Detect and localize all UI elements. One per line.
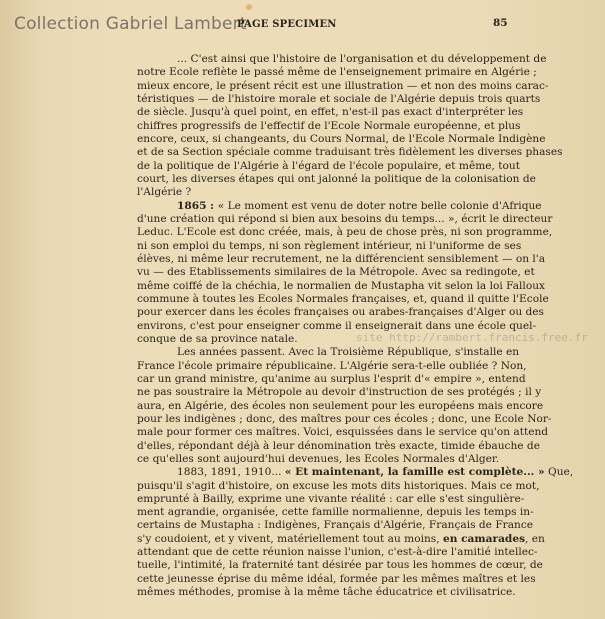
text-line (137, 226, 553, 239)
text-segment: conque de sa province natale. (137, 332, 298, 345)
text-segment: puisqu'il s'agit d'histoire, on excuse les mots dits historiques. Mais ce mot, (137, 479, 540, 492)
text-line (137, 572, 536, 586)
text-segment: encore, ceux, si changeants, du Cours Normal, de l'Ecole Normale Indigène (137, 132, 546, 145)
paragraph (137, 53, 563, 200)
text-segment: d'une création qui répond si bien aux besoins du temps... », écrit le directeur (137, 212, 553, 225)
text-segment: France l'école primaire républicaine. L'Algérie sera-t-elle oubliée ? Non, (137, 359, 527, 372)
text-line (137, 453, 507, 466)
text-line (137, 292, 549, 306)
text-segment: ce qu'elles sont aujourd'hui devenues, les Ecoles Normales d'Alger. (137, 452, 500, 465)
text-line (137, 172, 536, 186)
text-segment: vu — des Etablissements similaires de la Métropole. Avec sa redingote, et (137, 266, 535, 279)
collection-label: Collection Gabriel Lambert (14, 14, 247, 34)
bold-text: en camarades (442, 532, 526, 545)
text-line (137, 359, 527, 373)
text-line (137, 159, 520, 173)
body-text (137, 53, 574, 599)
text-line (137, 212, 553, 226)
text-line (137, 506, 534, 519)
text-line (137, 146, 563, 159)
text-line (137, 106, 524, 119)
text-segment: chiffres progressifs de l'effectif de l'Ecole Normale européenne, et plus (137, 119, 521, 132)
text-segment: car un grand ministre, qu'anime au surplus l'esprit d'« empire », entend (137, 372, 526, 385)
text-line (137, 466, 574, 479)
text-line (137, 439, 540, 453)
text-line (137, 372, 526, 386)
text-line (137, 559, 543, 572)
bold-text: « Et maintenant, la famille est complète... » (284, 466, 545, 479)
text-line (137, 492, 525, 506)
text-segment: et de sa Section spéciale comme traduisant très fidèlement les diverses phases (137, 146, 563, 159)
text-segment: de siècle. Jusqu'à quel point, en effet, n'est-il pas exact d'interpréter les (137, 106, 524, 119)
text-line (137, 79, 549, 93)
text-segment: certains de Mustapha : Indigènes, Français d'Algérie, Français de France (137, 519, 534, 532)
paper-stain (246, 4, 252, 10)
paragraph (137, 466, 574, 599)
paragraph (137, 199, 553, 347)
text-line (137, 199, 542, 213)
text-line (137, 479, 540, 493)
text-segment: ne pas soustraire la Métropole au devoir d'instruction de ses protégés ; il y (137, 386, 542, 399)
text-segment: 1883, 1891, 1910... (177, 466, 285, 479)
text-line (137, 132, 546, 146)
page-number: 85 (493, 17, 508, 29)
paragraph (137, 346, 552, 466)
text-segment: mieux encore, le présent récit est une illustration — et non des moins carac- (137, 79, 549, 92)
text-line (137, 386, 542, 399)
text-segment: pour les indigènes ; donc, des maîtres pour ces écoles ; donc, une Ecole Nor- (137, 412, 552, 425)
text-line (137, 306, 544, 319)
text-segment: pour exercer dans les écoles françaises ou arabes-françaises d'Alger ou des (137, 306, 544, 319)
text-line (137, 532, 545, 546)
text-line (137, 266, 535, 279)
text-segment: l'Algérie ? (137, 186, 192, 199)
text-segment: ... C'est ainsi que l'histoire de l'organisation et du développement de (177, 53, 547, 65)
text-segment: s'y coudoient, et y vivent, matériellement tout au moins, (137, 532, 443, 545)
text-segment: notre Ecole reflète le passé même de l'enseignement primaire en Algérie ; (137, 66, 537, 79)
text-line (137, 53, 547, 66)
text-line (137, 586, 516, 599)
text-segment: Que, (544, 466, 574, 479)
text-segment: commune à toutes les Ecoles Normales françaises, et, quand il quitte l'Ecole (137, 292, 549, 305)
text-segment: attendant que de cette réunion naisse l'union, c'est-à-dire l'amitié intellec- (137, 546, 538, 559)
text-line (137, 119, 521, 133)
text-segment: ment agrandie, organisée, cette famille normalienne, depuis les temps in- (137, 506, 534, 519)
text-line (137, 412, 552, 426)
text-segment: , en (525, 532, 545, 545)
text-line (137, 346, 520, 359)
text-line (137, 279, 545, 293)
text-segment: mêmes méthodes, promise à la même tâche éducatrice et civilisatrice. (137, 586, 516, 599)
text-segment: ni son emploi du temps, ni son règlement intérieur, ni l'uniforme de ses (137, 239, 522, 252)
text-segment: aura, en Algérie, des écoles non seulement pour les européens mais encore (137, 399, 544, 412)
text-line (137, 239, 522, 253)
text-segment: Leduc. L'Ecole est donc créée, mais, à peu de chose près, ni son programme, (137, 226, 553, 239)
text-line (137, 399, 544, 413)
text-segment: male pour former ces maîtres. Voici, esquissées dans le service qu'on attend (137, 426, 549, 439)
text-line (137, 186, 507, 199)
text-line (137, 519, 534, 532)
text-segment: emprunté à Bailly, exprime une vivante réalité : car elle s'est singulière- (137, 492, 525, 505)
text-line (137, 252, 546, 266)
text-line (137, 66, 537, 79)
text-line (137, 546, 538, 559)
text-segment: environs, c'est pour enseigner comme il enseignerait dans une école quel- (137, 319, 537, 332)
text-segment: téristiques — de l'histoire morale et sociale de l'Algérie depuis trois quarts (137, 92, 541, 105)
text-line (137, 426, 549, 439)
text-segment: même coiffé de la chéchia, le normalien de Mustapha vit selon la loi Falloux (137, 279, 545, 292)
running-head: PAGE SPECIMEN (237, 19, 337, 30)
text-segment: Les années passent. Avec la Troisième République, s'installe en (177, 346, 520, 359)
text-segment: tuelle, l'intimité, la fraternité tant désirée par tous les hommes de cœur, de (137, 559, 543, 572)
text-segment: élèves, ni même leur recrutement, ne la différencient sensiblement — on l'a (137, 252, 546, 265)
text-segment: de la politique de l'Algérie à l'égard de l'école populaire, et même, tout (137, 159, 520, 172)
text-segment: « Le moment est venu de doter notre belle colonie d'Afrique (217, 199, 542, 212)
site-watermark: site http://rambert.francis.free.fr (356, 331, 588, 344)
text-segment: court, les diverses étapes qui ont jalonné la politique de la colonisation de (137, 172, 536, 185)
text-segment: d'elles, répondant déjà à leur dénomination très exacte, timide ébauche de (137, 439, 540, 452)
text-line (137, 92, 541, 106)
text-segment: cette jeunesse éprise du même idéal, formée par les mêmes maîtres et les (137, 572, 536, 585)
bold-text: 1865 : (177, 199, 218, 212)
